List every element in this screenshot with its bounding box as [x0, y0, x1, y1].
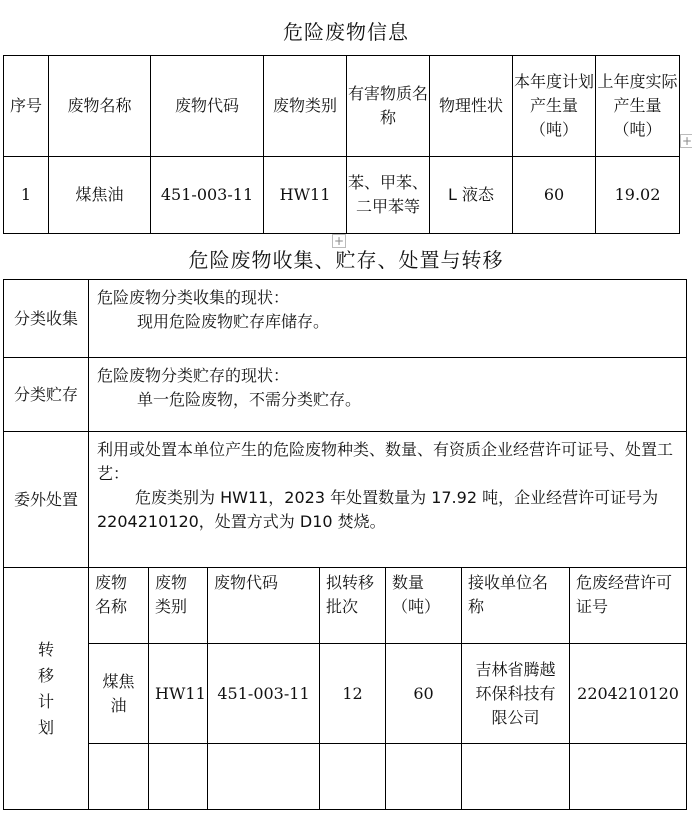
transfer-empty-cell[interactable]	[208, 744, 320, 810]
transfer-empty-cell[interactable]	[89, 744, 149, 810]
transfer-empty-cell[interactable]	[570, 744, 687, 810]
collection-storage-transfer-table	[3, 279, 687, 810]
cell-waste-category: HW11	[264, 157, 347, 234]
collection-status-text: 现用危险废物贮存库储存。	[137, 312, 330, 331]
transfer-empty-cell[interactable]	[386, 744, 462, 810]
collection-description	[89, 280, 687, 358]
section-title-transfer: 危险废物收集、贮存、处置与转移	[188, 248, 504, 272]
outsource-description	[89, 432, 687, 568]
header-harmful-substance: 有害物质名称	[347, 56, 430, 157]
cell-waste-name: 煤焦油	[49, 157, 151, 234]
transfer-header-category: 废物类别	[149, 568, 208, 644]
cell-actual-amount: 19.02	[596, 157, 680, 234]
transfer-cell-batches: 12	[320, 644, 386, 744]
cell-harmful-substance: 苯、甲苯、二甲苯等	[347, 157, 430, 234]
cell-waste-code: 451-003-11	[151, 157, 264, 234]
header-waste-code: 废物代码	[151, 56, 264, 157]
transfer-cell-license: 2204210120	[570, 644, 687, 744]
transfer-cell-quantity: 60	[386, 644, 462, 744]
storage-status-heading: 危险废物分类贮存的现状：	[97, 366, 290, 385]
header-actual-amount: 上年度实际产生量（吨）	[596, 56, 680, 157]
table-add-column-handle[interactable]: +	[681, 134, 692, 148]
outsource-detail: 危废类别为 HW11，2023 年处置数量为 17.92 吨，企业经营许可证号为 2204210120，处置方式为 D10 焚烧。	[97, 488, 659, 531]
collection-status-heading: 危险废物分类收集的现状：	[97, 288, 290, 307]
transfer-header-code: 废物代码	[208, 568, 320, 644]
cell-index: 1	[4, 157, 49, 234]
header-index: 序号	[4, 56, 49, 157]
storage-description	[89, 358, 687, 432]
header-planned-amount: 本年度计划产生量（吨）	[513, 56, 596, 157]
transfer-header-batches: 拟转移批次	[320, 568, 386, 644]
transfer-cell-category: HW11	[149, 644, 208, 744]
label-classified-collection: 分类收集	[4, 280, 89, 358]
label-classified-storage: 分类贮存	[4, 358, 89, 432]
cell-planned-amount: 60	[513, 157, 596, 234]
cell-physical-state: L 液态	[430, 157, 513, 234]
transfer-empty-cell[interactable]	[462, 744, 570, 810]
label-outsourced-disposal: 委外处置	[4, 432, 89, 568]
transfer-header-receiver: 接收单位名称	[462, 568, 570, 644]
header-waste-name: 废物名称	[49, 56, 151, 157]
transfer-cell-receiver: 吉林省腾越环保科技有限公司	[462, 644, 570, 744]
header-physical-state: 物理性状	[430, 56, 513, 157]
transfer-header-name: 废物名称	[89, 568, 149, 644]
transfer-header-quantity: 数量（吨）	[386, 568, 462, 644]
storage-status-text: 单一危险废物，不需分类贮存。	[137, 390, 362, 409]
hazardous-waste-info-table	[3, 55, 680, 234]
table-insert-handle[interactable]: +	[333, 234, 345, 248]
section-title-info: 危险废物信息	[283, 20, 409, 44]
transfer-cell-name: 煤焦油	[89, 644, 149, 744]
header-waste-category: 废物类别	[264, 56, 347, 157]
outsource-heading: 利用或处置本单位产生的危险废物种类、数量、有资质企业经营许可证号、处置工艺：	[97, 440, 674, 483]
transfer-header-license: 危废经营许可证号	[570, 568, 687, 644]
transfer-empty-cell[interactable]	[320, 744, 386, 810]
transfer-empty-cell[interactable]	[149, 744, 208, 810]
transfer-cell-code: 451-003-11	[208, 644, 320, 744]
label-transfer-plan: 转移计划	[4, 568, 89, 810]
